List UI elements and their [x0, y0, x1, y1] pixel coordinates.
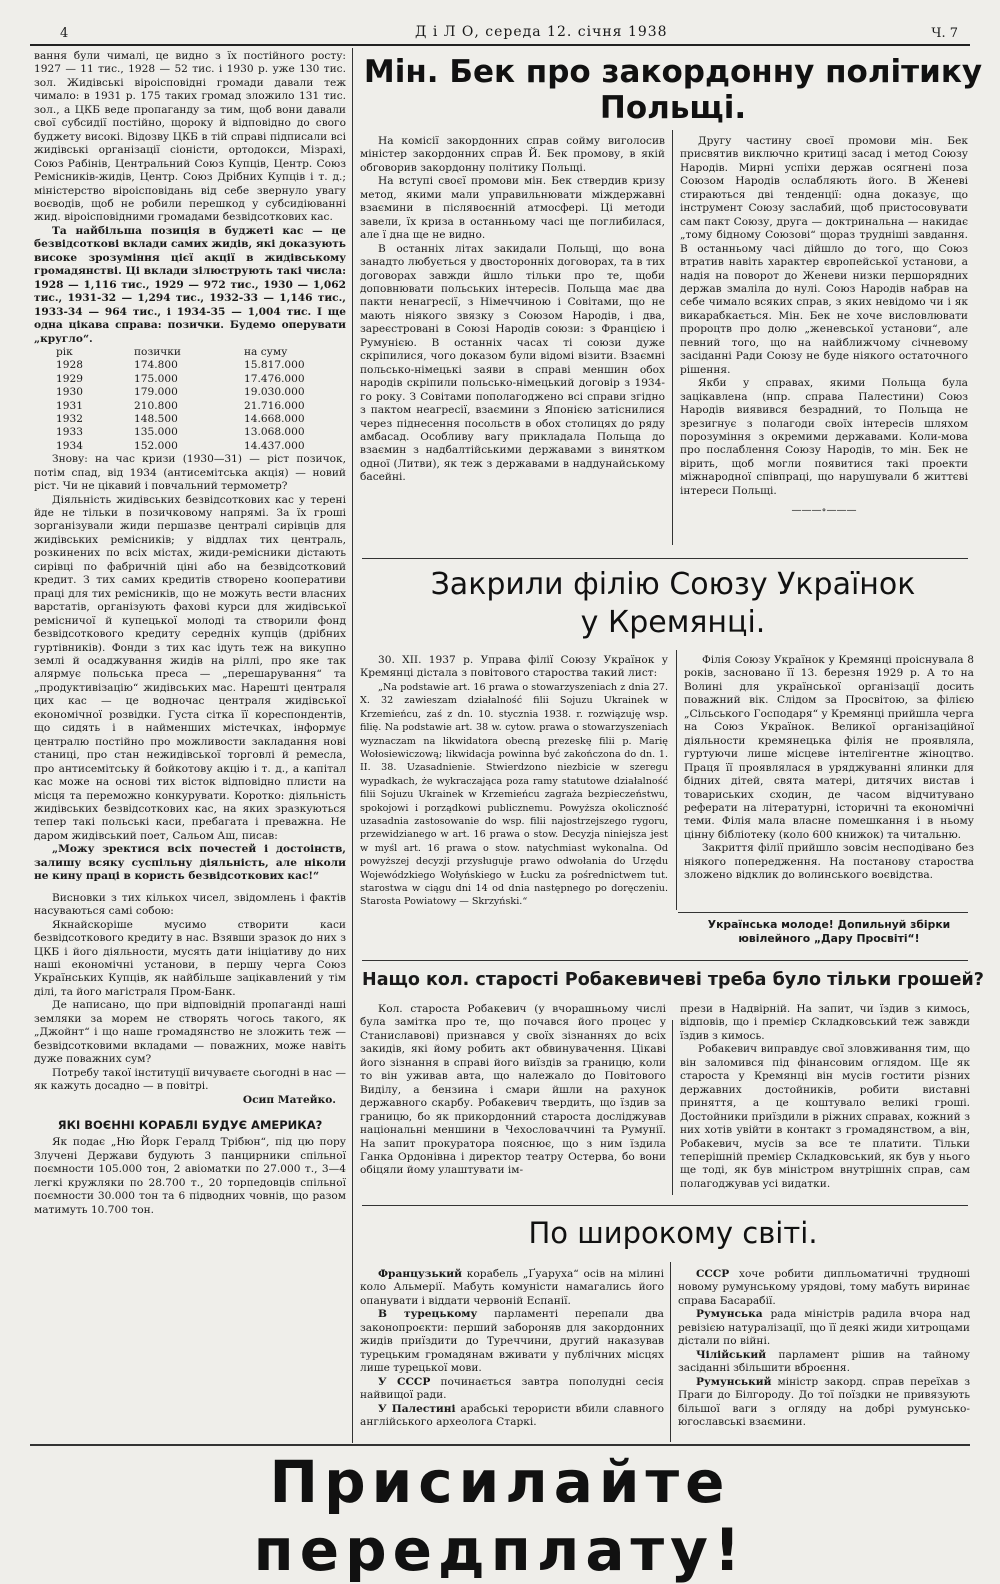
- world-column-1: [360, 1268, 664, 1429]
- news-item-lead: У СССР: [378, 1375, 431, 1388]
- section-rule: [362, 558, 968, 559]
- table-cell: 174.800: [134, 359, 178, 372]
- section-rule: [362, 960, 968, 961]
- page-number-left: 4: [60, 26, 69, 41]
- table-row: [48, 440, 334, 453]
- table-row: [48, 359, 334, 372]
- page-header: [30, 22, 970, 44]
- table-header: рік: [56, 345, 73, 358]
- article-paragraph: Як подає „Ню Йорк Гералд Трібюн“, під цю пору Злучені Держави будують 3 панцирники спільної поємности 105.000 тон, 2 авіоматки по 27.000 т., 3—4 легкі кружляки по 28.700 т., 20 торпедовців спільної поємности 30.000 тон та 6 підводних човнів, що разом матимуть 10.700 тон.: [34, 1136, 346, 1216]
- news-item: [360, 1403, 664, 1430]
- ornament-divider-icon: ———∘———: [791, 505, 857, 517]
- table-row: [48, 413, 334, 426]
- news-item-lead: СССР: [696, 1268, 730, 1280]
- article-paragraph: На вступі своєї промови мін. Бек ствердив кризу метод, якими мали управильнювати міждержавні взаємини в післявоєнній атмосфері. Ці методи завели, їх криза в останньому часі ще поглибилася, але ї дна ще не видно.: [360, 175, 665, 242]
- table-cell: 179.000: [134, 386, 178, 399]
- news-item-text: арабські терористи вбили славного англійського археолога Старкі.: [360, 1402, 665, 1428]
- subscription-banner: Присилайте передплату!: [253, 1448, 747, 1584]
- table-cell: 1928: [56, 359, 83, 372]
- table-row: [48, 426, 334, 439]
- news-item-text: парламент рішив на тайному засіданні збільшити вброєння.: [678, 1348, 970, 1375]
- issue-number: Ч. 7: [931, 26, 958, 41]
- article-paragraph: Закриття філії прийшло зовсім несподівано без ніякого попередження. На постанову староства зложено відклик до волинського воєвідства.: [684, 842, 974, 882]
- article-paragraph: Діяльність жидівських безвідсоткових кас у терені йде не тільки в позичковому напрямі. За їх гроші зорганізували жиди першазве централі сирівців для жидівських ремісників; у віддлах тих централь, розкинених по всіх містах, жиди-ремісники дістають сирівці по фабричній ціні або на безвідсотковий кредит. З тих самих кредитів створено кооперативи праці для тих ремісників, що не можуть вести власних варстатів, організують фахові курси для жидівської ремісничої й купецької молоді та створили фонд безвідсоткового кредиту середніх купців (дрібних гуртівників). Фонди з тих кас ідуть теж на викупно землі й осаджування жидів на ріллі, про яке так алярмує польська преса — „перешарування“ та „продуктивізацію“ жидівських мас. Нарешті централя цих кас — це водночас централя жидівської економічної розвідки. Густа сітка її кореспондентів, що сидять і в найменших містечках, інформує централю постійно про можливости закладання нові станиці, про стан нежидівської торговлі й ремесла, про антисемітську й бойкотову акцію і т. д., а капітал кас може на основі тих вісток відповідно плисти на місця та переможно конкурувати. Коротко: діяльність жидівських безвідсоткових кас, на яких зразкуються тепер такі польські каси, пребагата і преважна. Не даром жидівський поет, Сальом Аш, писав:: [34, 493, 346, 842]
- column-divider: [352, 48, 353, 1443]
- news-item-lead: Чілійський: [696, 1348, 767, 1361]
- beck-headline: Мін. Бек про закордонну політику Польщі.: [363, 54, 983, 126]
- article-paragraph: Висновки з тих кількох чисел, звідомлень і фактів насуваються самі собою:: [34, 891, 346, 918]
- news-item: [360, 1376, 664, 1403]
- table-cell: 1930: [56, 386, 83, 399]
- table-cell: 175.000: [134, 372, 178, 385]
- article-paragraph: Та найбільша позиція в буджеті кас — це безвідсоткові вклади самих жидів, які доказують високе зрозуміння цієї акції в жидівському громадянстві. Ці вклади зілюструють такі числа: 1928 — 1,116 тис., 1929 — 972 тис., 1930 — 1,062 тис., 1931-32 — 1,294 тис., 1932-33 — 1,146 тис., 1933-34 — 964 тис., і 1934-35 — 1,004 тис. І ще одна цікава справа: позички. Будемо оперувати „кругло“.: [34, 224, 346, 345]
- news-item-text: починається завтра пополудні сесія найвищої ради.: [360, 1375, 664, 1402]
- news-item-text: корабель „Ґуаруха“ осів на мілині коло Альмерії. Мабуть комуністи намагались його опанувати і віддати червоній Еспанії.: [360, 1268, 664, 1307]
- polish-letter: „Na podstawie art. 16 prawa o stowarzyszeniach z dnia 27. X. 32 zawieszam działalność filii Sojuzu Ukrainek w Krzemieńcu, zaś z dn. 10. stycznia 1938. r. rozwiązuję wsp. filię. Na podstawie art. 38 w. cytow. prawa o stowarzyszeniach wyznaczam na likwidatora obecną prezeskę filii p. Marię Wołosiewiczową; likwidacja powinna być zakończona do dn. 1. II. 38. Uzasadnienie. Stwierdzono niezbicie w szeregu wypadkach, że wykraczająca poza ramy statutowe działalność filii Sojuzu Ukrainek w Krzemieńcu zagraża bezpieczeństwu, spokojowi i porządkowi publicznemu. Powyższa okoliczność uzasadnia zastosowanie do wsp. filii najostrzejszego rygoru, przewidzianego w art. 16 prawa o stow. Decyzja niniejsza jest w myśl art. 16 prawa o stow. natychmiast wykonalna. Od powyższej decyzji przysługuje prawo odwołania do Urzędu Wojewódzkiego Wołyńskiego w Łucku za pośrednictwem tut. starostwa w ciągu dni 14 od dnia następnego po doręczeniu. Starosta Powiatowy — Skrzyński.“: [360, 681, 668, 908]
- table-cell: 21.716.000: [244, 399, 305, 412]
- table-cell: 15.817.000: [244, 359, 305, 372]
- table-row: [48, 400, 334, 413]
- article-paragraph: Робакевич виправдує свої зловживання тим, що він заломився під фінансовим оглядом. Ще як староста у Кремянці він мусів гостити різних державних достойників, робити виставні приняття, а це коштувало великі гроші. Достойники приїздили в ріжних справах, кожний з них хотів увійти в контакт з громадянством, а він, Робакевич, мусів за все те платити. Тільки теперішній премієр Складковський, як був у нього ще тоді, як був міністром внутрішніх справ, сам полагоджував усі видатки.: [680, 1043, 970, 1190]
- news-item-text: хоче робити дипльоматичні трудноші новому румунському урядові, тому мабуть виринає справа Басарабії.: [678, 1268, 970, 1307]
- headline-line: Закрили філію Союзу Українок: [430, 567, 916, 602]
- table-cell: 1932: [56, 413, 83, 425]
- table-cell: 19.030.000: [244, 386, 305, 399]
- news-item-text: парламенті перепали два законопроєкти: перший забороняв для закордонних жидів приїздити до Туреччини, другий наказував турецьким громадянам вживати у публічних місцях лише турецької мови.: [360, 1308, 664, 1375]
- news-item: [678, 1349, 970, 1376]
- loans-table: [48, 346, 334, 453]
- headline-line: у Кремянці.: [580, 605, 766, 640]
- kremenets-column-1: [360, 654, 668, 909]
- masthead: Д і Л О, середа 12. січня 1938: [415, 24, 668, 40]
- article-paragraph: В останніх літах закидали Польщі, що вона занадто любується у двосторонніх договорах, та в тих договорах завжди йшло тільки про те, щоби доповнювати польських інтересів. Польща має два пакти ненагресії, з Німеччиною і Совітами, що не мають ніякого звязку з Союзом Народів, і два, зареєстровані в Союзі Народів союзи: з Францією і Румунією. В останніх часах ті союзи дуже скріпилися, чого доказом були відомі візити. Взаємні польсько-німецькі заяви в справі меншин обох народів скріпили польсько-німецький договір з 1934-го року. З Совітами пополагоджено всі справи згідно з пактом неагресії, взаємини з Японією затіснилися через піднесення посольств в обох столицях до ряду амбасад. Особливу вагу прикладала Польща до взаємин з надбалтійськими державами з винятком одної (Литви), як теж з державами в наддунайському басейні.: [360, 242, 665, 484]
- table-cell: 1934: [56, 439, 83, 452]
- table-cell: 13.068.000: [244, 426, 305, 439]
- footer-rule: [30, 1444, 970, 1446]
- news-item-lead: Румунська: [696, 1308, 763, 1321]
- article-paragraph: Де написано, що при відповідній пропаганді наші земляки за морем не створять чогось такого, як „Джойнт“ і що наше громадянство не зложить теж — безвідсотковими вкладами — поважних, може навіть дуже поважних сум?: [34, 999, 346, 1066]
- table-header: позички: [134, 345, 181, 358]
- table-cell: 17.476.000: [244, 372, 305, 385]
- beck-column-2: [680, 135, 968, 518]
- section-rule: [678, 912, 968, 913]
- article-paragraph: Другу частину своєї промови мін. Бек присвятив виключно критиці засад і метод Союзу Народів. Мирні успіхи держав осягнені поза Союзом Народів ослабляють його. В Женеві стираються дві тенденції: одна доказує, що інструмент Союзу заслабий, щоб пристосовувати сам пакт Союзу, друга — доктринальна — накидає „тому бідному Союзові“ щораз трудніші завдання. В останньому часі дійшло до того, що Союз втратив навіть характер європейської установи, а надія на поворот до Женеви низки першорядних держав змаліла до нулі. Союз Народів набрав на себе чимало всяких справ, з яких невідомо чи і як викарабкається. Мін. Бек не хоче висловлювати пророцтв про долю „женевської установи“, але певний того, що на найближчому січневому засіданні Ради Союзу не буде ніякого остаточного рішення.: [680, 135, 968, 376]
- robakevych-column-2: [680, 1003, 970, 1191]
- column-divider: [670, 1262, 671, 1442]
- news-item: [678, 1268, 970, 1308]
- world-news-headline: По широкому світі.: [528, 1216, 818, 1250]
- news-item-text: рада міністрів радила вчора над ревізією натуралізації, що її деякі жиди хитрощами дістали по війні.: [678, 1308, 970, 1348]
- author-signature: Осип Матейко.: [242, 1093, 336, 1106]
- column-divider: [676, 650, 677, 910]
- article-paragraph: вання були чималі, це видно з їх постійного росту: 1927 — 11 тис., 1928 — 52 тис. і 1930 р. уже 130 тис. зол. Жидівські віроісповідні громади давали теж чимало: в 1931 р. 175 таких громад зложило 131 тис. зол., а ЦКБ веде пропаганду за тим, щоб вони давали свої субсидії постійно, щороку й відповідно до свого буджету високі. Відозву ЦКБ в тій справі підписали всі жидівські організації сіоністи, ортодокси, Мізрахі, Союз Рабінів, Центральний Союз Купців, Центр. Союз Ремісників-жидів, Центр. Союз Дрібних Купців і т. д.; міністерство віроісповідань від себе звернуло увагу воєводів, щоб не робили перешкод у субсидіюванні жид. віроісповідними громадами безвідсоткових кас.: [34, 50, 346, 224]
- table-cell: 152.000: [134, 439, 178, 452]
- table-header: на суму: [244, 345, 288, 358]
- article-paragraph: Якнайскоріше мусимо створити каси безвідсоткового кредиту в нас. Взявши зразок до них з ЦКБ і його діяльности, мусять дати ініціативу до них наші економічні установи, в першу черга Союз Українських Купців, як найбільше зацікавлений у тім ділі, та його магістраля Пром-Банк.: [34, 918, 346, 998]
- article-paragraph: На комісії закордонних справ сойму виголосив міністер закордонних справ Й. Бек промову, в якій обговорив закордонну політику Польщі.: [360, 135, 665, 174]
- table-header-row: [48, 346, 334, 359]
- world-column-2: [678, 1268, 970, 1429]
- table-cell: 1929: [56, 372, 83, 385]
- beck-column-1: [360, 135, 665, 485]
- header-rule: [30, 44, 970, 46]
- table-row: [48, 373, 334, 386]
- news-item: [678, 1308, 970, 1348]
- table-cell: 210.800: [134, 399, 178, 412]
- article-paragraph: Якби у справах, якими Польща була зацікавлена (нпр. справа Палестини) Союз Народів виявився безрадний, то Польща не зрезигнує з полагоди своїх інтересів шляхом порозуміння з окремими державами. Коли-мова про послаблення Союзу Народів, то мін. Бек не вірить, щоб могли появитися такі проекти міжнародної співпраці, що нарушували б життєві інтереси Польщі.: [680, 377, 968, 497]
- robakevych-column-1: [360, 1003, 666, 1178]
- kremenets-column-2: [684, 654, 974, 883]
- table-cell: 1933: [56, 426, 83, 439]
- prosvita-promo: Українська молоде! Допильнуй збірки ювілейного „Дару Просвіті“!: [707, 918, 951, 945]
- news-item: [360, 1268, 664, 1308]
- article-paragraph: Кол. староста Робакевич (у вчорашньому числі була замітка про те, що почався його процес у Станиславові) признався у своїх зізнаннях до всіх закидів, які йому робить акт обвинувачення. Цікаві його зізнання в справі його виїздів за границю, коли то він уживав авта, що належало до Повітового Виділу, а бензина і смари йшли на рахунок державного скарбу. Робакевич твердить, що їздив за границю, бо як прикордонний староста досліджував національні меншини в Чехословаччині та Румунії. На запит прокуратора пояснює, що з ним їздила Ганка Ордонівна і директор театру Остерва, бо вони обіцяли йому улаштувати ім-: [360, 1003, 666, 1177]
- column-divider: [672, 1020, 673, 1195]
- table-cell: 135.000: [134, 426, 178, 439]
- article-paragraph: 30. XII. 1937 р. Управа філії Союзу Українок у Кремянці дістала з повітового староства такий лист:: [360, 654, 668, 680]
- robakevych-headline: Нащо кол. старості Робакевичеві треба було тільки грошей?: [362, 970, 984, 990]
- kremenets-headline: [358, 566, 988, 642]
- table-cell: 1931: [56, 399, 83, 412]
- section-rule: [362, 1205, 968, 1206]
- table-cell: 14.437.000: [244, 439, 305, 452]
- news-item-lead: У Палестині: [378, 1402, 456, 1415]
- news-item: [360, 1308, 664, 1375]
- news-item-text: міністр закорд. справ переїхав з Праги до Білгороду. До тої поїздки не привязують більшої ваги з огляду на добрі румунсько-югославські взаємини.: [678, 1375, 970, 1428]
- news-item-lead: В турецькому: [378, 1308, 478, 1321]
- quote-paragraph: „Можу зректися всіх почестей і достоінств, залишу всяку суспільну діяльність, але ніколи не кину праці в користь безвідсоткових кас!“: [34, 843, 346, 883]
- column-divider: [672, 130, 673, 545]
- news-item-lead: Французький: [378, 1268, 462, 1280]
- america-headline: ЯКІ ВОЄННІ КОРАБЛІ БУДУЄ АМЕРИКА?: [57, 1117, 323, 1132]
- table-cell: 14.668.000: [244, 413, 305, 425]
- table-row: [48, 386, 334, 399]
- article-paragraph: Філія Союзу Українок у Кремянці проіснувала 8 років, засновано її 13. березня 1929 р. А то на Волині для української організації досить поважний вік. Слідом за Просвітою, за філією „Сільського Господаря“ у Кремянці прийшла черга на Союз Українок. Великої організаційної діяльности кремянецька філія не проявляла, гуртуючи лише місцеве інтелігентне жіноцтво. Праця її проявлялася в уряджуванні ялинки для бідних дітей, свята матері, дитячих вистав і товариських сходин, де часом відчитувано реферати на літературні, історичні та економічні теми. Філія мала власне помешкання і в ньому цінну бібліотеку (коло 600 книжок) та читальню.: [684, 654, 974, 841]
- article-paragraph: прези в Надвірній. На запит, чи їздив з кимось, відповів, що і премієр Складковський теж завжди їздив з кимось.: [680, 1003, 970, 1042]
- news-item: [678, 1376, 970, 1430]
- table-cell: 148.500: [134, 413, 178, 425]
- news-item-lead: Румунський: [696, 1375, 772, 1388]
- article-paragraph: Знову: на час кризи (1930—31) — ріст позичок, потім спад, від 1934 (антисемітська акція) — новий ріст. Чи не цікавий і повчальний термометр?: [34, 453, 346, 493]
- article-paragraph: Потребу такої інституції вичуваєте сьогодні в нас — як кажуть досадно — в повітрі.: [34, 1066, 346, 1093]
- left-column-article: [34, 50, 346, 1217]
